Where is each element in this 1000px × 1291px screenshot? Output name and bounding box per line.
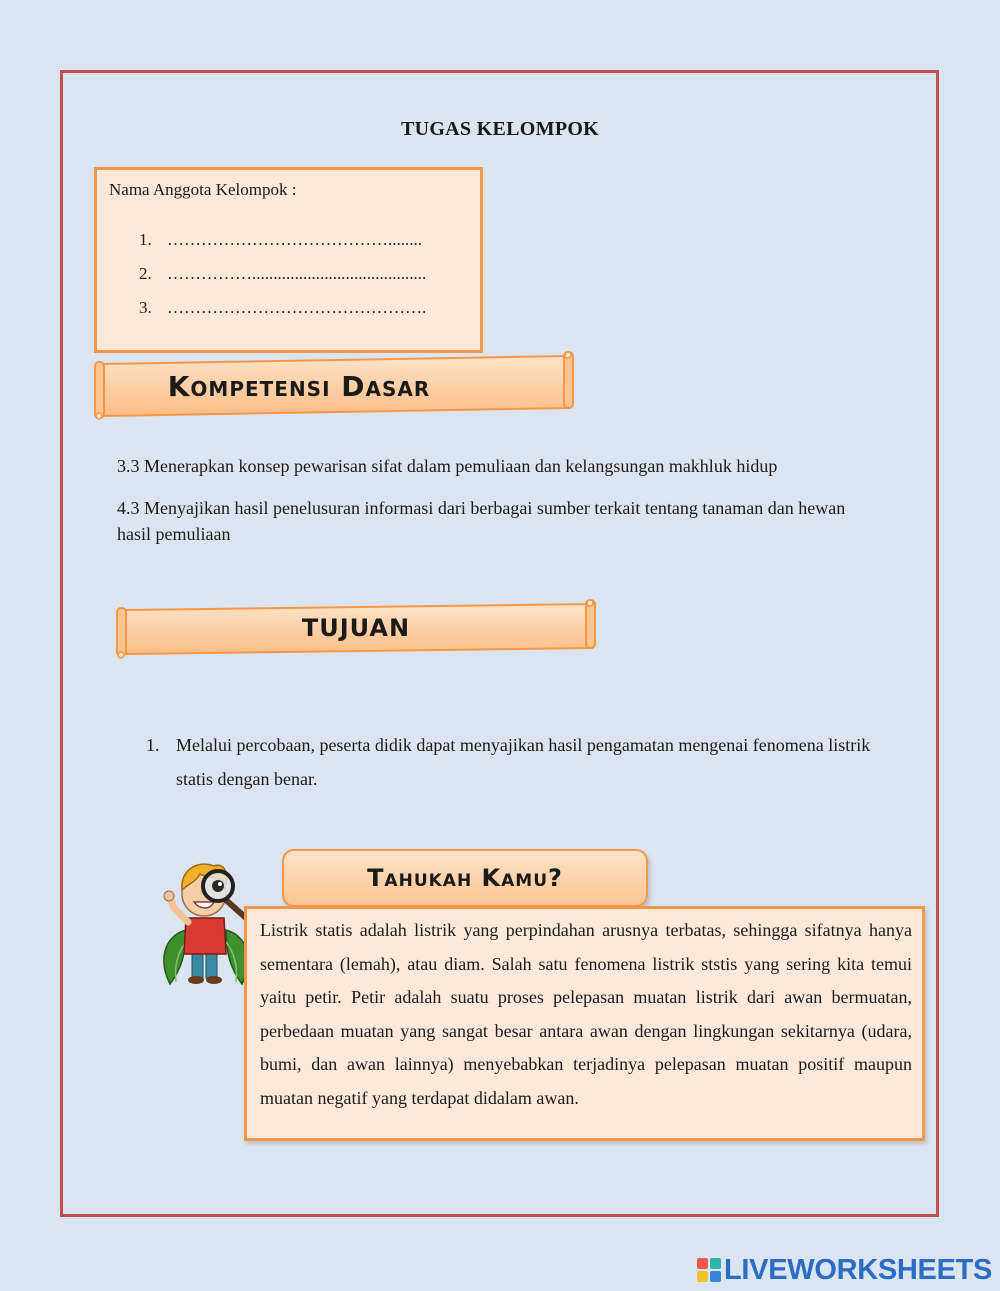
members-label: Nama Anggota Kelompok :	[109, 180, 297, 199]
tujuan-number: 1.	[146, 735, 160, 755]
member-line: 3. ……………………………………….	[139, 298, 427, 317]
kompetensi-item: 3.3 Menerapkan konsep pewarisan sifat dalam pemuliaan dan kelangsungan makhluk hidup	[117, 456, 778, 476]
tujuan-heading: TUJUAN	[301, 614, 411, 642]
members-list	[139, 228, 426, 330]
liveworksheets-brand	[697, 1252, 992, 1288]
member-blank: …………………………………........	[167, 230, 422, 249]
member-blank: ……………………………………….	[167, 298, 427, 317]
member-line: 1. …………………………………........	[139, 230, 422, 249]
brand-name: LIVEWORKSHEETS	[724, 1253, 993, 1286]
tujuan-list	[146, 728, 906, 796]
tujuan-banner	[114, 598, 598, 660]
info-text: Listrik statis adalah listrik yang perpindahan arusnya terbatas, sehingga sifatnya hanya sementara (lemah), atau diam. Salah satu fenomena listrik ststis yang sering kita temui yaitu petir. Petir adalah suatu proses pelepasan muatan listrik dari awan bermuatan, perbedaan muatan yang sangat besar antara awan dengan lingkungan sekitarnya (udara, bumi, dan awan lainnya) menyebabkan terjadinya pelepasan muatan positif maupun muatan negatif yang terdapat didalam awan.	[260, 920, 912, 1108]
kid-magnifier-illustration	[156, 856, 256, 986]
kompetensi-dasar-banner	[92, 350, 576, 422]
info-box	[244, 906, 925, 1141]
tahukah-kamu-banner	[282, 849, 648, 907]
member-blank: …………….........................................	[167, 264, 427, 283]
kompetensi-item: 4.3 Menyajikan hasil penelusuran informasi dari berbagai sumber terkait tentang tanaman dan hewan hasil pemuliaan	[117, 498, 846, 544]
tahukah-kamu-heading: Tahukah Kamu?	[367, 864, 563, 892]
kompetensi-dasar-heading: Kompetensi Dasar	[167, 369, 431, 403]
liveworksheets-logo-icon	[697, 1258, 721, 1282]
member-line: 2. …………….........................................	[139, 264, 427, 283]
document-title: TUGAS KELOMPOK	[400, 118, 600, 140]
members-box	[94, 167, 483, 353]
tujuan-item: Melalui percobaan, peserta didik dapat menyajikan hasil pengamatan mengenai fenomena listrik statis dengan benar.	[176, 735, 871, 789]
